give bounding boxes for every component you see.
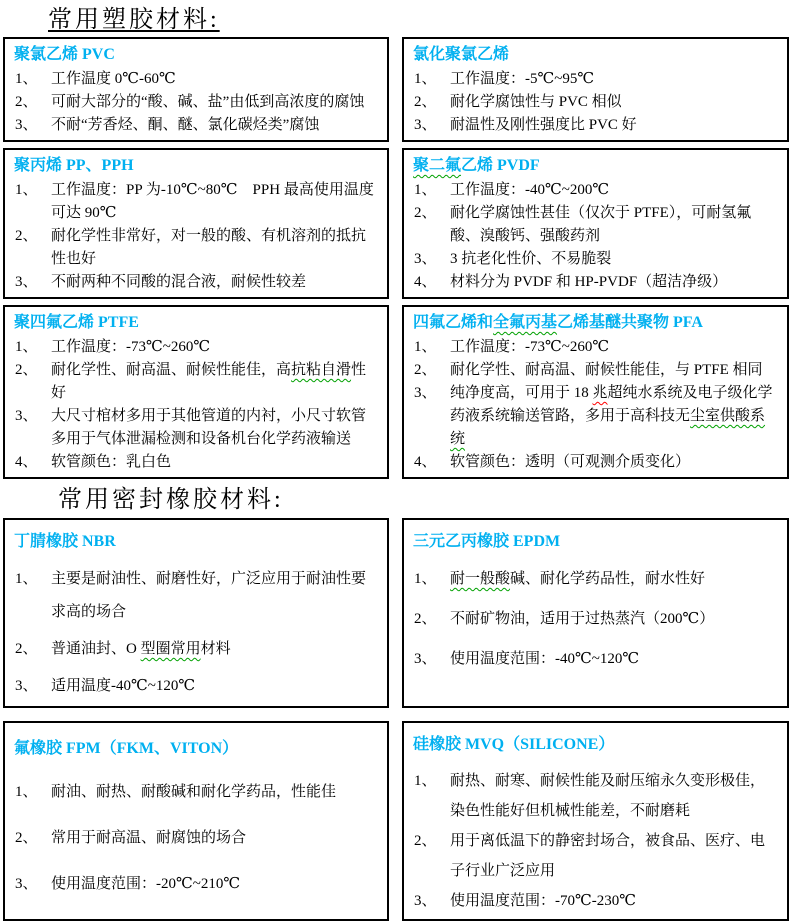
- materials-row: [3, 518, 790, 708]
- item-number: 1、: [15, 182, 38, 198]
- text-segment: 3 抗老化性价、不易脆裂: [450, 251, 612, 267]
- property-list: [14, 68, 378, 137]
- materials-row: [3, 305, 790, 479]
- property-item: [14, 633, 378, 666]
- property-item: [413, 643, 778, 676]
- item-number: 2、: [414, 833, 437, 849]
- property-item: [14, 179, 378, 225]
- spellcheck-green-squiggle-text: 尘室供酸系统: [450, 408, 766, 447]
- text-segment: 乙烯 PVDF: [461, 157, 540, 174]
- item-number: 1、: [15, 71, 38, 87]
- text-segment: 工作温度：-73℃~260℃: [51, 339, 211, 355]
- item-number: 3、: [414, 385, 437, 401]
- text-segment: 耐油、耐热、耐酸碱和耐化学药品，性能佳: [51, 784, 337, 800]
- property-list: [14, 336, 378, 474]
- property-item: [14, 114, 378, 137]
- material-box-epdm: [402, 518, 789, 708]
- text-segment: 使用温度范围：-20℃~210℃: [51, 876, 241, 892]
- text-segment: 工作温度：-5℃~95℃: [450, 71, 595, 87]
- property-item: [14, 336, 378, 359]
- text-segment: 聚丙烯 PP、PPH: [14, 157, 134, 174]
- material-box-pvdf: [402, 148, 789, 299]
- item-number: 3、: [15, 274, 38, 290]
- text-segment: 使用温度范围：-70℃-230℃: [450, 893, 637, 909]
- item-number: 3、: [414, 893, 437, 909]
- item-number: 1、: [414, 571, 437, 587]
- spellcheck-green-squiggle-text: 聚二氟: [413, 157, 462, 174]
- text-segment: 软管颜色：乳白色: [51, 454, 172, 470]
- item-number: 4、: [15, 454, 38, 470]
- item-number: 2、: [414, 362, 437, 378]
- spellcheck-green-squiggle-text: 耐一般酸: [450, 571, 511, 587]
- item-number: 1、: [414, 339, 437, 355]
- item-number: 3、: [414, 117, 437, 133]
- property-item: [413, 766, 778, 826]
- material-name-header: [14, 43, 378, 66]
- property-list: [413, 336, 778, 474]
- spellcheck-green-squiggle-text: 全氟丙基: [493, 314, 558, 331]
- property-item: [413, 451, 778, 474]
- section-rubbers: [3, 486, 790, 921]
- text-segment: 工作温度：PP 为-10℃~80℃ PPH 最高使用温度可达 90℃: [51, 182, 374, 221]
- text-segment: 耐化学性、耐高温、耐候性能佳，与 PTFE 相同: [450, 362, 763, 378]
- item-number: 2、: [15, 94, 38, 110]
- property-item: [413, 359, 778, 382]
- item-number: 3、: [15, 117, 38, 133]
- text-segment: 不耐矿物油，适用于过热蒸汽（200℃）: [450, 611, 715, 627]
- material-box-pvc: [3, 37, 389, 142]
- item-number: 1、: [414, 71, 437, 87]
- item-number: 2、: [15, 362, 38, 378]
- property-item: [413, 563, 778, 596]
- item-number: 2、: [414, 205, 437, 221]
- text-segment: 适用温度-40℃~120℃: [51, 678, 196, 694]
- property-item: [14, 822, 378, 855]
- text-segment: 普通油封、O: [51, 641, 141, 657]
- text-segment: 大尺寸棺材多用于其他管道的内衬，小尺寸软管多用于气体泄漏检测和设备机台化学药液输送: [51, 408, 367, 447]
- property-item: [14, 271, 378, 294]
- item-number: 2、: [414, 94, 437, 110]
- material-box-nbr: [3, 518, 389, 708]
- materials-row: [3, 721, 790, 921]
- material-box-mvq: [402, 721, 789, 921]
- text-segment: 主要是耐油性、耐磨性好，广泛应用于耐油性要求高的场合: [51, 571, 367, 620]
- text-segment: 氟橡胶 FPM（FKM、VITON）: [14, 740, 239, 757]
- item-number: 4、: [414, 274, 437, 290]
- material-box-pp: [3, 148, 389, 299]
- property-item: [413, 91, 778, 114]
- property-list: [413, 563, 778, 676]
- item-number: 1、: [15, 339, 38, 355]
- text-segment: 常用于耐高温、耐腐蚀的场合: [51, 830, 247, 846]
- property-item: [14, 359, 378, 405]
- document-root: [3, 6, 790, 921]
- spellcheck-red-squiggle-text: 兆: [592, 385, 608, 401]
- property-item: [413, 826, 778, 886]
- item-number: 1、: [15, 784, 38, 800]
- item-number: 3、: [15, 876, 38, 892]
- text-segment: 性好: [51, 362, 367, 401]
- property-item: [14, 91, 378, 114]
- item-number: 3、: [15, 408, 38, 424]
- text-segment: 四氟乙烯和: [413, 314, 494, 331]
- text-segment: 工作温度：-40℃~200℃: [450, 182, 610, 198]
- item-number: 2、: [15, 830, 38, 846]
- material-name-header: [14, 737, 378, 760]
- text-segment: 可耐大部分的“酸、碱、盐”由低到高浓度的腐蚀: [51, 94, 365, 110]
- material-name-header: [413, 154, 778, 177]
- item-number: 1、: [414, 773, 437, 789]
- item-number: 1、: [414, 182, 437, 198]
- material-name-header: [14, 311, 378, 334]
- section-title-plastics: 常用塑胶材料:: [48, 7, 220, 33]
- property-list: [413, 179, 778, 294]
- property-item: [413, 179, 778, 202]
- property-item: [413, 202, 778, 248]
- text-segment: 材料分为 PVDF 和 HP-PVDF（超洁净级）: [450, 274, 728, 290]
- spellcheck-green-squiggle-text: 抗粘自滑: [291, 362, 352, 378]
- text-segment: 工作温度：-73℃~260℃: [450, 339, 610, 355]
- text-segment: 丁腈橡胶 NBR: [14, 533, 116, 550]
- property-item: [413, 68, 778, 91]
- property-list: [14, 179, 378, 294]
- text-segment: 聚氯乙烯 PVC: [14, 46, 115, 63]
- material-name-header: [413, 311, 778, 334]
- property-item: [14, 868, 378, 901]
- property-item: [14, 776, 378, 809]
- property-item: [413, 886, 778, 916]
- item-number: 4、: [414, 454, 437, 470]
- text-segment: 乙烯基醚共聚物 PFA: [557, 314, 703, 331]
- material-box-ptfe: [3, 305, 389, 479]
- text-segment: 用于离低温下的静密封场合，被食品、医疗、电子行业广泛应用: [450, 833, 766, 879]
- property-item: [413, 382, 778, 451]
- text-segment: 耐化学腐蚀性甚佳（仅次于 PTFE），可耐氢氟酸、溴酸钙、强酸药剂: [450, 205, 752, 244]
- text-segment: 硅橡胶 MVQ（SILICONE）: [413, 736, 615, 753]
- materials-row: [3, 148, 790, 299]
- property-item: [413, 248, 778, 271]
- spellcheck-green-squiggle-text: 型圈常用: [140, 641, 201, 657]
- text-segment: 聚四氟乙烯 PTFE: [14, 314, 139, 331]
- text-segment: 不耐两种不同酸的混合液，耐候性较差: [51, 274, 307, 290]
- property-item: [413, 271, 778, 294]
- text-segment: 超纯水系统及电子级化学药液系统输送管路，多用于高科技无: [450, 385, 773, 424]
- property-item: [14, 451, 378, 474]
- section-plastics: [3, 6, 790, 479]
- item-number: 3、: [414, 651, 437, 667]
- material-name-header: [413, 733, 778, 756]
- text-segment: 不耐“芳香烃、酮、醚、氯化碳烃类”腐蚀: [51, 117, 320, 133]
- property-list: [14, 776, 378, 901]
- property-item: [413, 114, 778, 137]
- property-item: [413, 336, 778, 359]
- material-name-header: [413, 43, 778, 66]
- material-box-fpm: [3, 721, 389, 921]
- property-list: [14, 563, 378, 703]
- property-item: [14, 68, 378, 91]
- item-number: 3、: [15, 678, 38, 694]
- text-segment: 三元乙丙橡胶 EPDM: [413, 533, 561, 550]
- text-segment: 耐化学性非常好，对一般的酸、有机溶剂的抵抗性也好: [51, 228, 367, 267]
- property-item: [14, 670, 378, 703]
- item-number: 2、: [414, 611, 437, 627]
- property-list: [413, 68, 778, 137]
- text-segment: 软管颜色：透明（可观测介质变化）: [450, 454, 691, 470]
- text-segment: 纯净度高，可用于 18: [450, 385, 593, 401]
- section-title-rubbers: 常用密封橡胶材料:: [58, 487, 284, 513]
- material-box-cpvc: [402, 37, 789, 142]
- material-name-header: [413, 530, 778, 553]
- material-box-pfa: [402, 305, 789, 479]
- text-segment: 工作温度 0℃-60℃: [51, 71, 176, 87]
- item-number: 2、: [15, 228, 38, 244]
- text-segment: 氯化聚氯乙烯: [413, 46, 510, 63]
- property-item: [14, 225, 378, 271]
- item-number: 2、: [15, 641, 38, 657]
- text-segment: 耐化学腐蚀性与 PVC 相似: [450, 94, 622, 110]
- text-segment: 使用温度范围：-40℃~120℃: [450, 651, 640, 667]
- material-name-header: [14, 530, 378, 553]
- text-segment: 耐温性及刚性强度比 PVC 好: [450, 117, 637, 133]
- text-segment: 碱、耐化学药品性，耐水性好: [510, 571, 706, 587]
- item-number: 3、: [414, 251, 437, 267]
- material-name-header: [14, 154, 378, 177]
- materials-row: [3, 37, 790, 142]
- text-segment: 材料: [200, 641, 231, 657]
- property-list: [413, 766, 778, 916]
- property-item: [14, 405, 378, 451]
- text-segment: 耐化学性、耐高温、耐候性能佳，高: [51, 362, 292, 378]
- text-segment: 耐热、耐寒、耐候性能及耐压缩永久变形极佳，染色性能好但机械性能差，不耐磨耗: [450, 773, 766, 819]
- item-number: 1、: [15, 571, 38, 587]
- property-item: [413, 603, 778, 636]
- property-item: [14, 563, 378, 629]
